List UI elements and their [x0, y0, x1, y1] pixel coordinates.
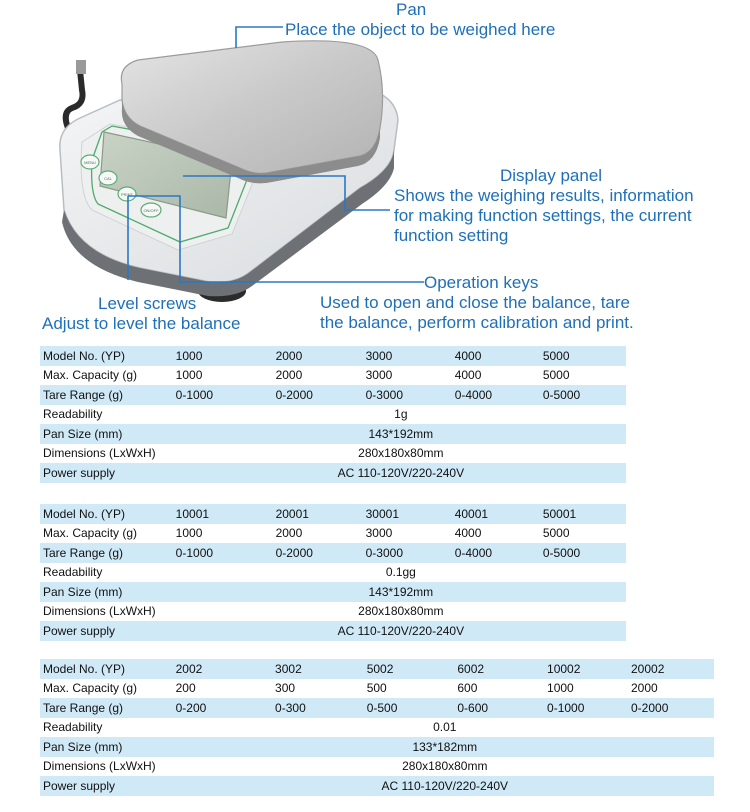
table-row: Model No. (YP) 10001 20001 30001 40001 50001: [40, 504, 626, 524]
table-row: Tare Range (g) 0-1000 0-2000 0-3000 0-4000 0-5000: [40, 385, 626, 405]
svg-text:ON/OFF: ON/OFF: [143, 208, 159, 213]
table-row: Readability 0.1gg: [43, 565, 416, 580]
table-row: Power supply AC 110-120V/220-240V: [40, 776, 714, 796]
table-row: Model No. (YP) 1000 2000 3000 4000 5000: [40, 346, 626, 366]
svg-text:MENU: MENU: [84, 160, 96, 165]
keys-description-line: the balance, perform calibration and print.: [320, 313, 634, 332]
table-row: Readability 1g: [43, 407, 408, 422]
table-row: Readability 0.01: [43, 720, 457, 735]
table-row: Dimensions (LxWxH) 280x180x80mm: [43, 604, 444, 619]
keys-callout: [320, 273, 634, 333]
keys-description-line: Used to open and close the balance, tare: [320, 293, 630, 312]
display-description-line: function setting: [394, 226, 509, 245]
display-description-line: for making function settings, the current: [394, 206, 692, 225]
spec-table-1: [40, 346, 626, 483]
level-callout: [42, 294, 240, 334]
table-row: Model No. (YP) 2002 3002 5002 6002 10002 20002: [40, 659, 714, 679]
table-row: Power supply AC 110-120V/220-240V: [40, 621, 626, 641]
table-row: Max. Capacity (g) 1000 2000 3000 4000 5000: [43, 368, 570, 383]
table-row: Pan Size (mm) 143*192mm: [40, 424, 626, 444]
table-row: Max. Capacity (g) 200 300 500 600 1000 2000: [43, 681, 658, 696]
table-row: Pan Size (mm) 143*192mm: [40, 582, 626, 602]
table-row: Tare Range (g) 0-200 0-300 0-500 0-600 0-1000 0-2000: [40, 698, 714, 718]
table-row: Dimensions (LxWxH) 280x180x80mm: [43, 446, 444, 461]
table-row: Tare Range (g) 0-1000 0-2000 0-3000 0-4000 0-5000: [40, 543, 626, 563]
display-title: Display panel: [500, 166, 603, 185]
svg-text:CAL: CAL: [104, 176, 112, 181]
pan-description: Place the object to be weighed here: [285, 20, 556, 39]
display-callout: [394, 166, 694, 246]
spec-table-2: [40, 504, 626, 641]
keys-title: Operation keys: [424, 273, 539, 292]
table-row: Dimensions (LxWxH) 280x180x80mm: [43, 759, 488, 774]
table-row: Max. Capacity (g) 1000 2000 3000 4000 5000: [43, 526, 570, 541]
level-title: Level screws: [98, 294, 197, 313]
table-row: Pan Size (mm) 133*182mm: [40, 737, 714, 757]
svg-text:PRINT: PRINT: [121, 192, 133, 197]
spec-table-3: [40, 659, 714, 796]
table-row: Power supply AC 110-120V/220-240V: [40, 463, 626, 483]
level-description: Adjust to level the balance: [42, 314, 241, 333]
pan-callout: [285, 0, 555, 40]
display-description-line: Shows the weighing results, information: [394, 186, 694, 205]
pan-title: Pan: [396, 0, 427, 19]
